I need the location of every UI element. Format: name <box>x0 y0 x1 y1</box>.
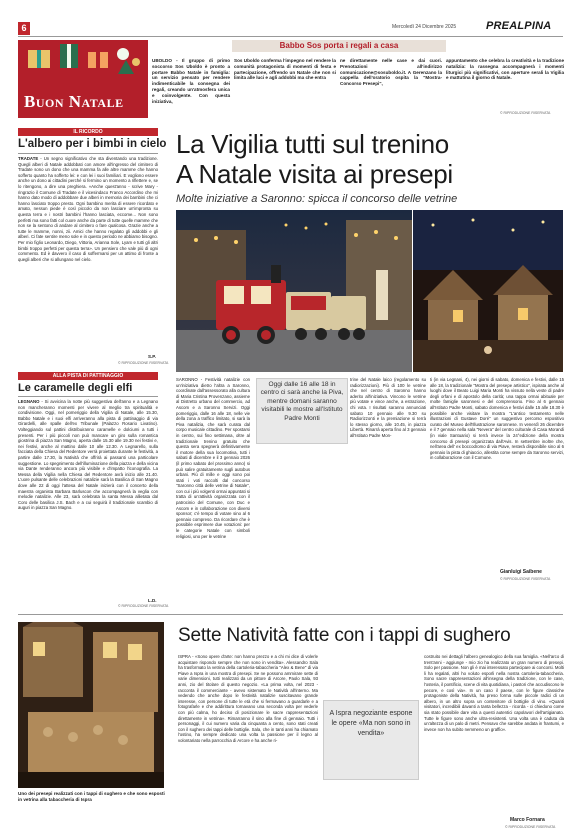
photo-caption: Uno dei presepi realizzati con i tappi di sughero e che sono esposti in vetrina alla tabaccheria di Ispra <box>18 791 165 802</box>
main-body-col2-lower <box>256 450 346 578</box>
body-text: - Si avvicina la notte più suggestiva dell'anno e a Legnano non mancheranno momenti per vivere al meglio tra spiritualità e condivisione. Oggi, nel pomeriggio della Vigilia di Natale, alle 15.30, Babbo Natale e i suoi elfi arriveranno alla pista di pattinaggio di via Girardelli, alle spalle dell'ex Tribunale (Palazzo Rosario Livatino). Volteggiando sul pattini distribuiranno caramelle e dolciumi a tutti i presenti. Per i più piccoli non può mancare un giro sulla romantica giostrina di piazza San Magno, aperta dalle 15.30 alle 19.30 nei festivi e, nei festivi, anche al mattino dalle 10 alle 12.30. A Legnarello, sulla facciata della Chiesa del Redentore verrà proiettata durante le festività, a partire dalle 17.30, la Natività che offrirà ai passanti una particolare suggestione. Lo spegnimento dell'illuminazione della piazza e della vicina via Dante renderanno ancora più visibile e d'impatto l'iconografia. La Messa della Vigilia nella Chiesa del Redentore avrà inizio alle 21.40. L'uore pulsante delle celebrazioni natalizie sarà la Basilica di San Magno dove alle 22 di oggi l'attesa del Natale inizierà con il concerto della maestra organista Barbara Barluscon che accompagnerà la veglia con melodie natalizie. Alle 23, sarà celebrata la santa Messa allietata dal Coro delle basilica J.S. Bach e a cui seguirà il tradizionale scambio di auguri in piazza San Magno. <box>18 399 158 511</box>
divider <box>18 396 158 397</box>
cork-nativity-illustration <box>18 622 164 788</box>
bottom-headline: Sette Natività fatte con i tappi di sughero <box>178 625 511 646</box>
bottom-body-col2: costruito nei dettagli l'albero genealogico della sua famiglia. «Nell'arco di trent'anni - aggiunge - mio zio ha realizzato un gran numero di presepi. Solo per passione. Non gli è mai interessato partecipare ai concorsi. Molti li ha regalati, altri ho voluto esporli nella nostra cartoleria-tabaccheria. Sono sacre rappresentazioni all'insegna della tradizione, con le case, l'osteria, il pontificio, scene di vita quotidiana, i pastori che accudiscono le pecore, e così via». In un caso il paese, con le figure classiche protagoniste della Natività, ha preso forma sulle piccole radici di un albero, in un altro sopra un contenitore di bottiglie di vino. «Quanti visitatori, incredibili davanti a tanta bellezza - ricorda - ci chiedono come sia stato possibile dare vita a questi autentici capolavori dell'artigianato. Tutte le figure sono anche ultra-resistenti. Una volta una è caduta da un'altezza di un palo di metri. Pensavo che sarebbe andata in frantumi, e invece non ha subito nemmeno un graffio». <box>424 654 564 732</box>
section-divider <box>18 614 563 615</box>
kicker-pista: ALLA PISTA DI PATTINAGGIO <box>18 372 158 380</box>
divider <box>18 153 158 154</box>
banner-col2: Sos Uboldo conferma l'impegno nel rendere la comunità protagonista di momenti di festa e partecipazione, offrendo un Natale che non si limita alle luci e agli addobbi ma che entra <box>234 58 336 81</box>
headline-albero: L'albero per i bimbi in cielo <box>18 138 167 150</box>
header-date: Mercoledì 24 Dicembre 2025 <box>392 24 457 30</box>
banner-title-box <box>232 40 446 52</box>
signature: L.D. <box>148 598 157 603</box>
author: Gianluigi Saibene <box>500 569 542 575</box>
bottom-pullquote: A Ispra negoziante espone le opere «Ma non sono in vendita» <box>323 700 419 780</box>
article-albero-body <box>18 156 158 354</box>
photo-trenino <box>176 210 412 372</box>
header-rule <box>18 36 563 37</box>
masthead-logo <box>486 20 551 32</box>
body-text: - Un segno significativo che sta diventando una tradizione. Quegli alberi di Natale addobbati con amore all'ingresso del cimitero di Tradate sono un dono che una mamma fa alle altre mamme che hanno sofferto quanto ha sofferto lei: e con lei i suoi familiari. E vogliono essere anche un dono ai cittadini perché si fermino un momento a riflettere e, se lo ritengono, a dire una preghiera. «Anche quest'anno - scrive Mary - ringrazio il Comune di Tradate e il vicesindaco Franco Accordino che mi hanno dato modo di addobbare due alberi in memoria dei bambini che ci hanno lasciato troppo presto. Ogni bambino merita di essere ricordato e amato, nessun piede è così piccolo da non lasciare un'impronta su questa terra e i nostri bambini l'hanno lasciata, eccome... Non sono perfetti ma sono fatti col cuore anche da parte di tutte quelle mamme che non se la sentono di andare al cimitero o fare qualcosa. Grazie anche a tutte le mamme, nonni, zii. Amici che hanno regalato gli addobbi e gli alberi. Ci fate sentire meno sole e in questo periodo ne abbiamo bisogno. Per mio figlio Leonardo, Diego, Vittoria, Arianna Sole, Lyam e tutti gli altri bimbi troppo perfetti per questa terra». Un pensiero che vale più di ogni commento. Ed è davvero il caso di soffermarsi per un attimo di fronte a quegli alberi che si allungano nel cielo. <box>18 156 158 262</box>
presepe-illustration <box>413 210 563 372</box>
main-headline-1: La Vigilia tutti sul trenino <box>176 129 449 159</box>
article-caramelle-body <box>18 399 158 595</box>
banner-col4: appuntamento che celebra la creatività e la tradizione natalizia: la rassegna accompagnerà i momenti liturgici più significativi, con aperture serali la Vigilia e mattutina il giorno di Natale. <box>446 58 564 81</box>
kicker-il-ricordo: IL RICORDO <box>18 128 158 136</box>
trenino-illustration <box>176 210 412 372</box>
headline-caramelle: Le caramelle degli elfi <box>18 382 133 394</box>
author: Marco Fornara <box>510 817 545 823</box>
bottom-body-col1: ISPRA - «Sono opere d'arte: non hanno prezzo e a chi mi dice di volerle acquistare rispondo sempre che non sono in vendita». Alessandro Sala ha trasformato la vetrina della cartoleria-tabaccheria "Alex & Bene" di via Piave a Ispra in una mostra di presepi. Se ne possono ammirare sette di varie dimensioni, tutti realizzati da un pittore di Arcore, Paolo Sala, 93 anni, zio del titolare di questo negozio. «La prima volta, nel 2023 - racconta il commerciante - avevo sistemato le Natività all'interno. Ma vedendo che anche dopo le festività natalizie suscitavano grande interesse, con persone di tutte le età che si fermavano a guardarle e a fotografarle e che addirittura tornavano una seconda volta per vederle con più calma, ho deciso di posizionare le sacre rappresentazioni direttamente in vetrina». Rimarranno il sino alla fine di gennaio. Tutti i personaggi, il cui numero varia da cinquanta a cento, sono stati creati con il sughero dei tappi delle bottiglie. Sala, che in tanti anni ha chiamato l'ostino, ha sempre dedicato una volta la passione per il legno al volontariato nella parrocchia di Arcore e ha anche ri- <box>178 654 318 743</box>
dateline: TRADATE <box>18 156 39 161</box>
credit: © RIPRODUZIONE RISERVATA <box>500 577 551 581</box>
banner-col3: ne direttamente nelle case e dai cuori. Prenotazioni all'indirizzo comunicazione@sosuboldo.it. A Gerenzano la cappella dell'oratorio ospita la "Mostra-Concorso Presepi", <box>340 58 442 87</box>
masthead-brand: PREALPINA <box>486 20 552 32</box>
banner-title: Buon Natale <box>24 92 124 111</box>
main-subhead: Molte iniziative a Saronno: spicca il concorso delle vetrine <box>176 193 458 205</box>
banner-col1: UBOLDO - Il gruppo di primo soccorso Sos Uboldo è pronto a portare Babbo Natale in famiglia: un servizio pensato per rendere indimenticabile la consegna dei regali, creando un'atmosfera unica e coinvolgente. Con questa iniziativa, <box>152 58 230 104</box>
photo-presepe <box>413 210 563 372</box>
credit: © RIPRODUZIONE RISERVATA <box>505 825 556 829</box>
christmas-banner-image <box>18 40 148 118</box>
credit: © RIPRODUZIONE RISERVATA <box>118 604 169 608</box>
credit: © RIPRODUZIONE RISERVATA <box>118 361 169 365</box>
main-body-col1: SARONNO - Festività natalizie con un'iniziativa dietro l'altra a Saronno, coordinate dall'assessorato alla cultura di Maria Cristina Provenzano, assieme al Distretto urbano del commercio, ad Ascom e a Saronno Servizi. Oggi pomeriggio, dalle 16 alle 18, nelle vie della zona a traffico limitato, si sarà la Piva natalizia, che sarà curata dal corpo musicale cittadino. Per spostarsi in centro, sui fino settimana, oltre al tradizionale trenino gratuito che questa sera spegnerà definitivamente il motore della sua locomotiva, tutti i sabati di dicembre e il 3 gennaio 2026 (il primo sabato del prossimo anno) si può salire gratuitamente sugli autobus urbani. Più di mille e oggi sono poi stati i voti raccolti dal concorso "Saronno città delle vetrine di Natale", con cui i più volgenti ormai appuntati si tratta di un'attività organizzata con il patrocinio del Comune, con Duc e Ascom e in collaborazione con diversi sponsor; c'è tempo di votare sino al 6 gennaio compreso. Da ricordare che è possibile esprimere due votazioni: per le categorie Natale con simboli religiosi, uno per le vetrine <box>176 377 250 539</box>
banner-credit: © RIPRODUZIONE RISERVATA <box>500 111 551 115</box>
main-body-col3: ti (in via Legnani, 4), nei giorni di sabato, domenica e festivi, dalle 15 alle 18, la tradizionale "Mostra del presepe artistico", ispirata anche al luoghi dove il Beato Luigi Maria Monti ha vissuto nella veste di padre degli orfani e di apostolo della carità; una tappa ormai abituale per molte famiglie saronnesi e del comprensorio. Fino al 6 gennaio all'Istituto Padre Monti, sabato domenica e festivi dalle 15 alle 18.30 è possibile anche visitare la mostra "L'antico testamento nelle illustrazioni di Gustave Doré" un suggestivo percorso espositivo curato del Museo dell'Illustrazione saronnese. In venerdì 26 dicembre e il 7 gennaio nella sala "Nevera" del centro culturale di Casa Morandi (in viale Santuario) si terrà invece la 24°edizione della mostra concorso di presepi organizzata dall'Avis. In settembre inoltre che, nell'area dell' ex boccodromo di via Piave, resterà disponibile sino al 6 gennaio la pista di ghiaccio, allestita come sempre da Saronno servizi, in collaborazione con il Comune. <box>430 377 564 461</box>
main-pullquote: Oggi dalle 16 alle 18 in centro ci sarà anche la Piva, mentre domani saranno visitabili le mostre all'Istituto Padre Monti <box>256 378 348 444</box>
dateline: LEGNANO <box>18 399 40 404</box>
banner-col2-title: Babbo Sos porta i regali a casa <box>279 41 399 50</box>
signature: S.P. <box>148 354 156 359</box>
photo-presepe-sughero <box>18 622 164 788</box>
main-body-col2: trine del Natale laico (regolamento su radiorizzazioni). Più di 100 le vetrine che nel centro di Saronno hanno aderito all'iniziativa. Vincono le vetrine più votate e vince anche, a estrazione, chi vota. I risultati saranno annunciati sabato 10 gennaio alle 9.30 su Radiorizzonti e la premiazione si terrà lo stesso giorno, alle 10.45, in piazza Libertà. Rinarrà aperta fino al 3 gennaio all'Istituto Padre Mon- <box>350 377 426 438</box>
main-headline-2: A Natale visita ai presepi <box>176 159 453 189</box>
page-number: 6 <box>18 22 30 35</box>
